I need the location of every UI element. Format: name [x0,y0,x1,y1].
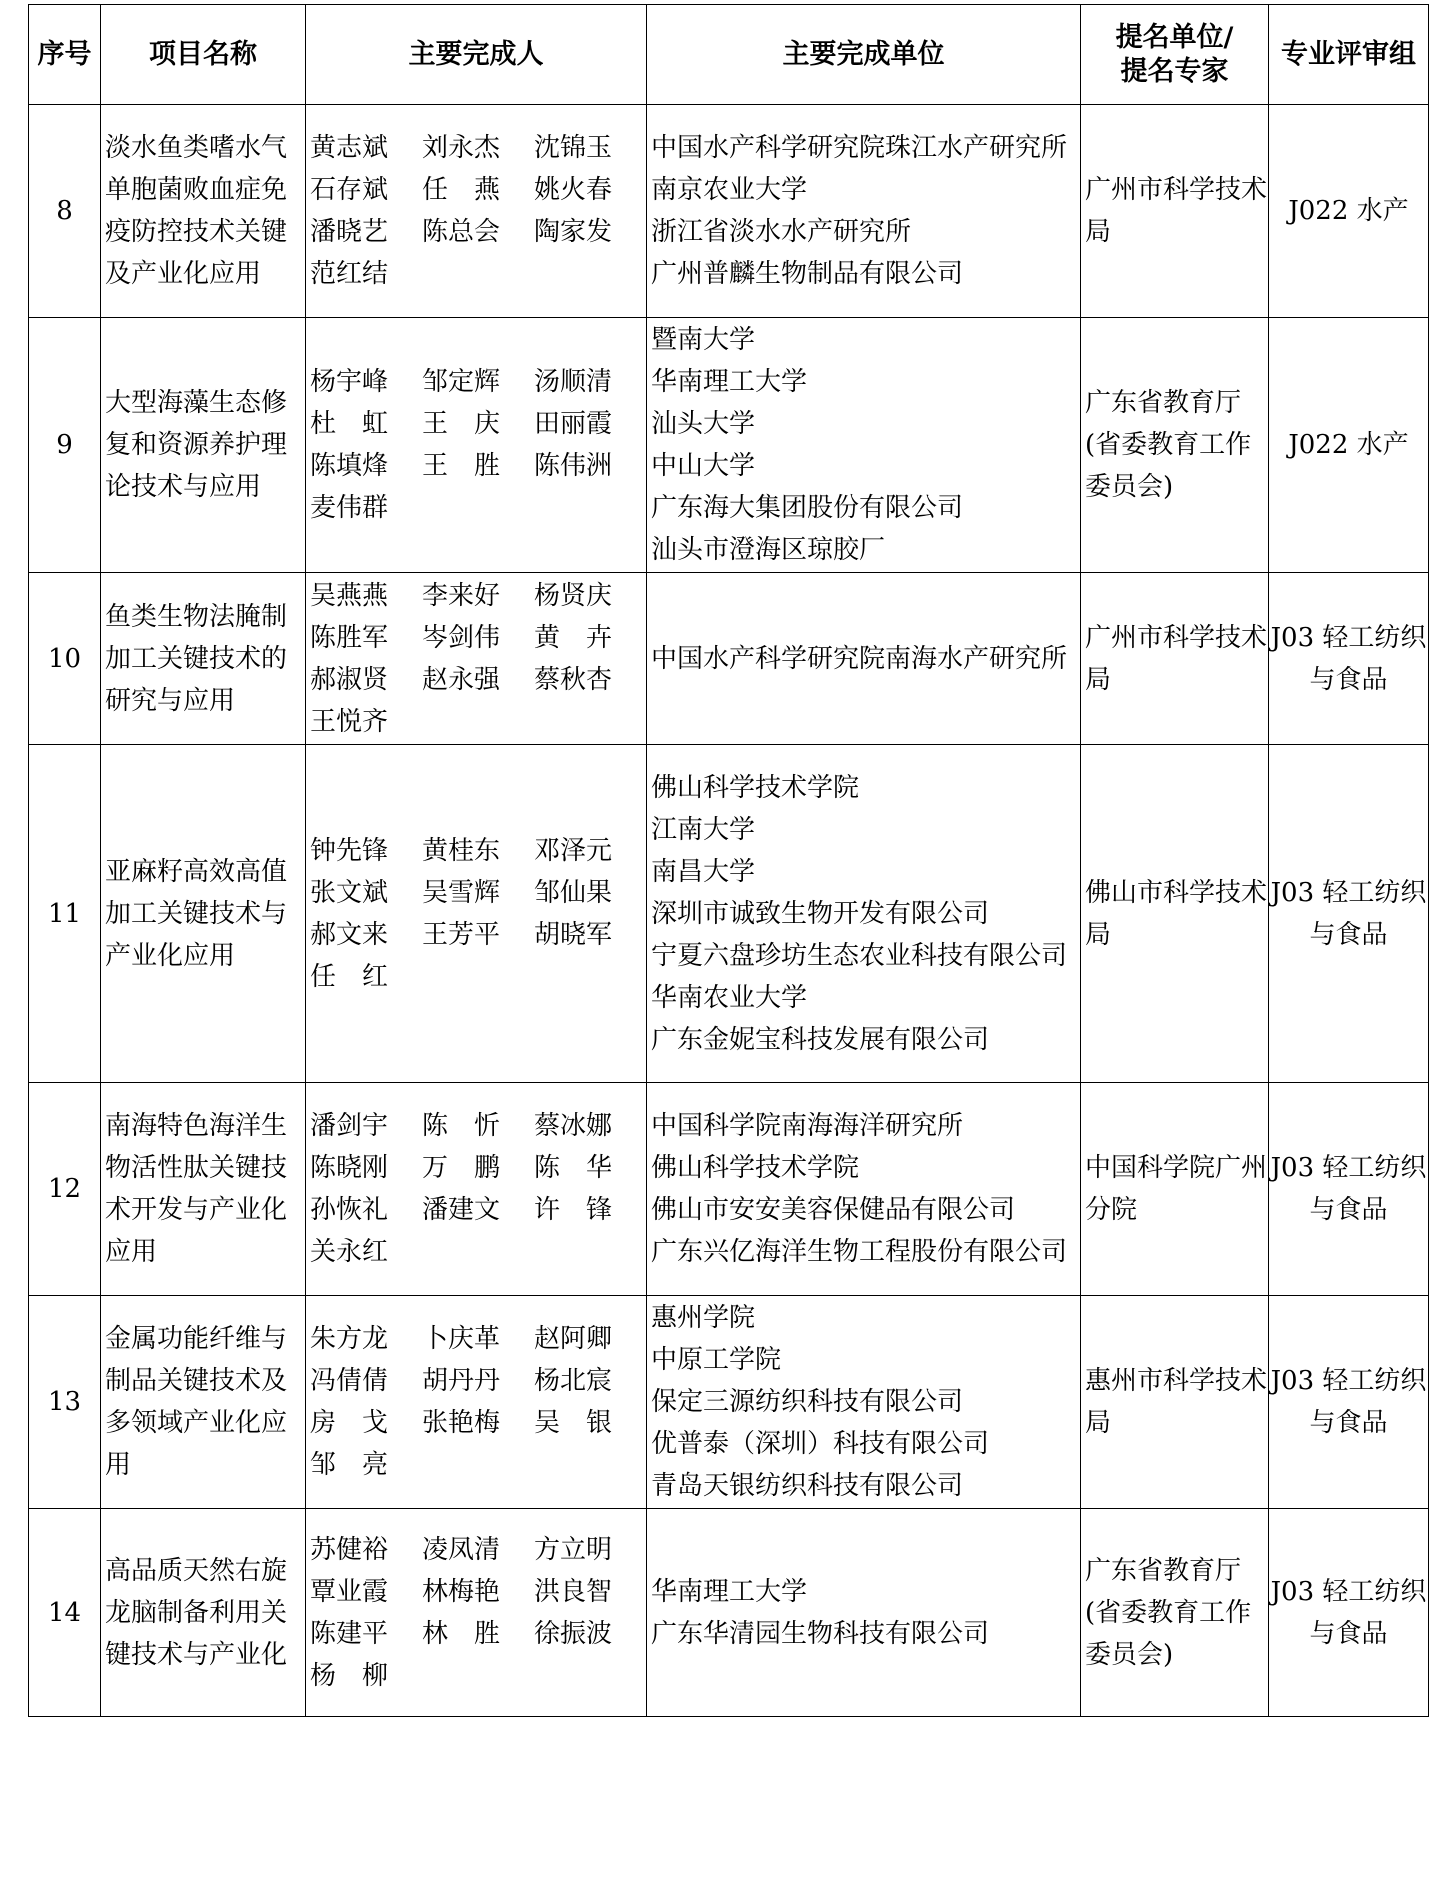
unit-name: 广东华清园生物科技有限公司 [651,1618,990,1649]
table-row [29,105,1429,318]
person-name: 房 戈 [310,1408,389,1438]
unit-name: 汕头市澄海区琼胶厂 [651,535,886,565]
unit-name: 华南理工大学 [651,1576,808,1607]
person-name: 李来好 [422,580,501,611]
nominator: 佛山市科学技术局 [1081,745,1269,1083]
unit-name: 广州普麟生物制品有限公司 [651,259,964,289]
review-group: J022 水产 [1269,318,1429,573]
people-line [310,169,646,211]
main-people [306,1083,647,1296]
person-name: 钟先锋 [310,835,389,866]
person-name: 邓泽元 [534,835,613,866]
project-name: 大型海藻生态修复和资源养护理论技术与应用 [101,318,306,573]
person-name: 潘剑宇 [310,1111,389,1141]
unit-name: 华南农业大学 [651,982,808,1013]
person-name: 陈 忻 [422,1111,501,1141]
person-name: 关永红 [310,1237,389,1267]
person-name: 林梅艳 [422,1576,501,1607]
project-name: 亚麻籽高效高值加工关键技术与产业化应用 [101,745,306,1083]
person-name: 赵永强 [422,664,501,695]
people-line [310,1571,646,1613]
main-units [647,1509,1081,1717]
person-name: 徐振波 [534,1618,613,1649]
row-number: 8 [29,105,101,318]
people-line [310,127,646,169]
unit-name: 中国科学院南海海洋研究所 [651,1111,964,1141]
table-row [29,318,1429,573]
people-line [310,445,646,487]
person-name: 石存斌 [310,175,389,205]
person-name: 陈填烽 [310,451,389,481]
person-name: 卜庆革 [422,1324,501,1354]
person-name: 邹定辉 [422,367,501,397]
table-row [29,1509,1429,1717]
unit-name: 深圳市诚致生物开发有限公司 [651,898,990,929]
header-main-people: 主要完成人 [306,5,647,105]
person-name: 胡丹丹 [422,1366,501,1396]
people-line [310,1402,646,1444]
person-name: 陈总会 [422,217,501,247]
unit-name: 中国水产科学研究院珠江水产研究所 [651,133,1068,163]
people-line [310,701,646,743]
people-line [310,487,646,529]
unit-name: 广东海大集团股份有限公司 [651,493,964,523]
person-name: 赵阿卿 [534,1324,613,1354]
nominator: 广州市科学技术局 [1081,105,1269,318]
person-name: 张文斌 [310,877,389,908]
header-main-units: 主要完成单位 [647,5,1081,105]
unit-name: 南昌大学 [651,856,756,887]
person-name: 朱方龙 [310,1324,389,1354]
person-name: 杨北宸 [534,1366,613,1396]
nominator: 广东省教育厅(省委教育工作委员会) [1081,1509,1269,1717]
row-number: 12 [29,1083,101,1296]
main-people [306,1509,647,1717]
person-name: 姚火春 [534,175,613,205]
person-name: 吴燕燕 [310,580,389,611]
people-line [310,1360,646,1402]
person-name: 王 庆 [422,409,501,439]
people-line [310,253,646,295]
unit-name: 佛山科学技术学院 [651,772,860,803]
person-name: 蔡冰娜 [534,1111,613,1141]
review-group: J03 轻工纺织与食品 [1269,1083,1429,1296]
main-people [306,1296,647,1509]
people-line [310,830,646,872]
person-name: 范红结 [310,259,389,289]
person-name: 田丽霞 [534,409,613,439]
nominator: 广州市科学技术局 [1081,573,1269,745]
person-name: 杨贤庆 [534,580,613,611]
main-units [647,318,1081,573]
table-row [29,573,1429,745]
person-name: 冯倩倩 [310,1366,389,1396]
people-line [310,1529,646,1571]
people-line [310,1189,646,1231]
person-name: 黄桂东 [422,835,501,866]
person-name: 王 胜 [422,451,501,481]
people-line [310,403,646,445]
review-group: J03 轻工纺织与食品 [1269,1509,1429,1717]
table-row [29,745,1429,1083]
row-number: 9 [29,318,101,573]
review-group: J03 轻工纺织与食品 [1269,1296,1429,1509]
unit-name: 惠州学院 [651,1303,756,1333]
person-name: 方立明 [534,1534,613,1565]
person-name: 吴雪辉 [422,877,501,908]
main-people [306,573,647,745]
project-name: 南海特色海洋生物活性肽关键技术开发与产业化应用 [101,1083,306,1296]
project-name: 高品质天然右旋龙脑制备利用关键技术与产业化 [101,1509,306,1717]
review-group: J03 轻工纺织与食品 [1269,573,1429,745]
people-line [310,1318,646,1360]
main-units [647,1296,1081,1509]
project-name: 鱼类生物法腌制加工关键技术的研究与应用 [101,573,306,745]
person-name: 陈晓刚 [310,1153,389,1183]
people-line [310,1444,646,1486]
person-name: 陈 华 [534,1153,613,1183]
unit-name: 中原工学院 [651,1345,782,1375]
main-units [647,745,1081,1083]
unit-name: 青岛天银纺织科技有限公司 [651,1471,964,1501]
people-line [310,659,646,701]
person-name: 杨宇峰 [310,367,389,397]
main-people [306,318,647,573]
header-row [29,5,1429,105]
unit-name: 浙江省淡水水产研究所 [651,217,912,247]
person-name: 陈建平 [310,1618,389,1649]
person-name: 郝淑贤 [310,664,389,695]
review-group: J03 轻工纺织与食品 [1269,745,1429,1083]
person-name: 万 鹏 [422,1153,501,1183]
main-units [647,105,1081,318]
row-number: 13 [29,1296,101,1509]
main-units [647,1083,1081,1296]
person-name: 许 锋 [534,1195,613,1225]
person-name: 邹 亮 [310,1450,389,1480]
header-nominator: 提名单位/ 提名专家 [1081,5,1269,105]
person-name: 任 红 [310,961,389,992]
row-number: 10 [29,573,101,745]
nominator: 中国科学院广州分院 [1081,1083,1269,1296]
awards-table [28,4,1429,1717]
unit-name: 汕头大学 [651,409,756,439]
person-name: 郝文来 [310,919,389,950]
person-name: 沈锦玉 [534,133,613,163]
nominator: 惠州市科学技术局 [1081,1296,1269,1509]
person-name: 黄 卉 [534,622,613,653]
person-name: 黄志斌 [310,133,389,163]
person-name: 覃业霞 [310,1576,389,1607]
unit-name: 中山大学 [651,451,756,481]
person-name: 杨 柳 [310,1660,389,1691]
people-line [310,1105,646,1147]
project-name: 金属功能纤维与制品关键技术及多领域产业化应用 [101,1296,306,1509]
people-line [310,575,646,617]
table-row [29,1296,1429,1509]
people-line [310,1613,646,1655]
person-name: 吴 银 [534,1408,613,1438]
person-name: 王悦齐 [310,706,389,737]
people-line [310,617,646,659]
unit-name: 中国水产科学研究院南海水产研究所 [651,643,1068,674]
person-name: 林 胜 [422,1618,501,1649]
person-name: 汤顺清 [534,367,613,397]
header-project-name: 项目名称 [101,5,306,105]
unit-name: 南京农业大学 [651,175,808,205]
people-line [310,1231,646,1273]
people-line [310,1147,646,1189]
people-line [310,914,646,956]
person-name: 张艳梅 [422,1408,501,1438]
row-number: 14 [29,1509,101,1717]
unit-name: 保定三源纺织科技有限公司 [651,1387,964,1417]
person-name: 邹仙果 [534,877,613,908]
person-name: 任 燕 [422,175,501,205]
row-number: 11 [29,745,101,1083]
main-people [306,105,647,318]
person-name: 胡晓军 [534,919,613,950]
people-line [310,1655,646,1697]
unit-name: 广东金妮宝科技发展有限公司 [651,1024,990,1055]
unit-name: 佛山市安安美容保健品有限公司 [651,1195,1016,1225]
main-people [306,745,647,1083]
person-name: 陶家发 [534,217,613,247]
header-no: 序号 [29,5,101,105]
unit-name: 佛山科学技术学院 [651,1153,860,1183]
unit-name: 广东兴亿海洋生物工程股份有限公司 [651,1237,1068,1267]
person-name: 凌凤清 [422,1534,501,1565]
main-units [647,573,1081,745]
unit-name: 江南大学 [651,814,756,845]
person-name: 潘晓艺 [310,217,389,247]
unit-name: 华南理工大学 [651,367,808,397]
person-name: 洪良智 [534,1576,613,1607]
table-row [29,1083,1429,1296]
people-line [310,211,646,253]
person-name: 孙恢礼 [310,1195,389,1225]
person-name: 麦伟群 [310,493,389,523]
person-name: 刘永杰 [422,133,501,163]
unit-name: 宁夏六盘珍坊生态农业科技有限公司 [651,940,1068,971]
person-name: 陈胜军 [310,622,389,653]
person-name: 陈伟洲 [534,451,613,481]
people-line [310,872,646,914]
person-name: 蔡秋杏 [534,664,613,695]
header-review-group: 专业评审组 [1269,5,1429,105]
person-name: 杜 虹 [310,409,389,439]
people-line [310,956,646,998]
person-name: 潘建文 [422,1195,501,1225]
person-name: 岑剑伟 [422,622,501,653]
review-group: J022 水产 [1269,105,1429,318]
nominator: 广东省教育厅(省委教育工作委员会) [1081,318,1269,573]
person-name: 苏健裕 [310,1534,389,1565]
unit-name: 暨南大学 [651,325,756,355]
people-line [310,361,646,403]
unit-name: 优普泰（深圳）科技有限公司 [651,1429,990,1459]
person-name: 王芳平 [422,919,501,950]
project-name: 淡水鱼类嗜水气单胞菌败血症免疫防控技术关键及产业化应用 [101,105,306,318]
